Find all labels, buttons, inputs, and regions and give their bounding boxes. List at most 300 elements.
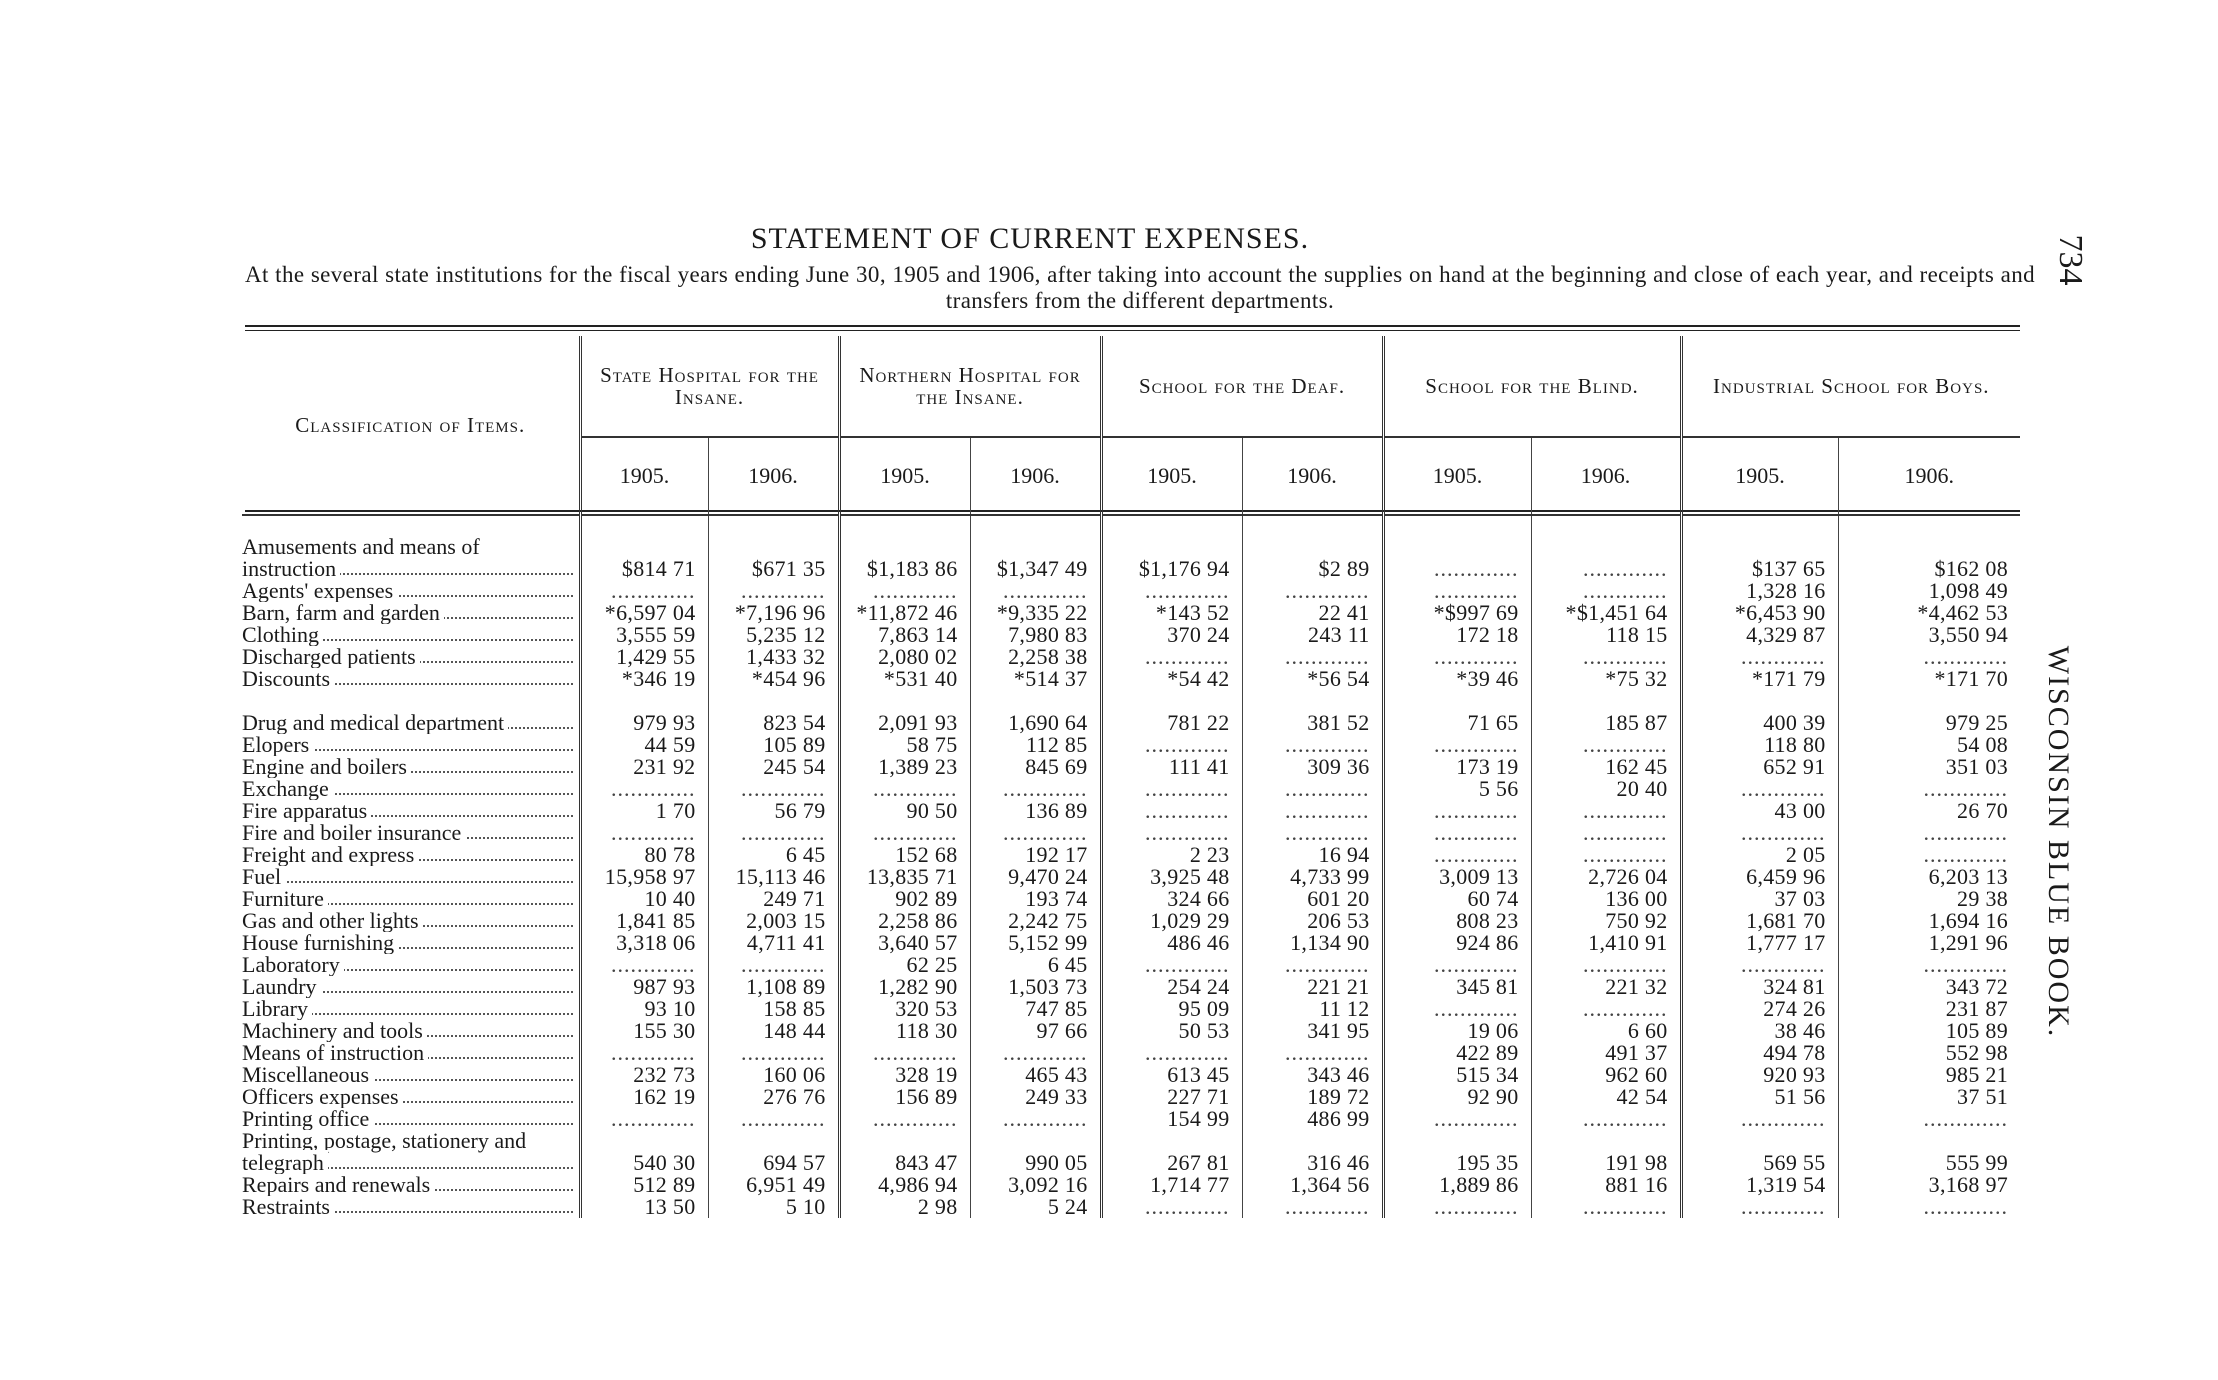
value-cell bbox=[1383, 1108, 1531, 1130]
value-cell bbox=[1838, 690, 2020, 734]
value-cell bbox=[1101, 690, 1242, 734]
row-label-cell bbox=[242, 800, 580, 822]
leader-dots: ............. bbox=[1434, 646, 1519, 668]
value-cell bbox=[970, 624, 1101, 646]
value-text: 11 12 bbox=[1319, 998, 1370, 1020]
value-cell bbox=[1681, 1108, 1838, 1130]
value-text: 189 72 bbox=[1307, 1086, 1370, 1108]
leader-dots: ............. bbox=[611, 778, 696, 800]
value-text: 19 06 bbox=[1467, 1020, 1519, 1042]
value-cell bbox=[1531, 976, 1681, 998]
row-label-cell bbox=[242, 602, 580, 624]
value-cell bbox=[1681, 910, 1838, 932]
value-cell bbox=[839, 1174, 970, 1196]
value-cell bbox=[1383, 624, 1531, 646]
table-row bbox=[242, 536, 2020, 580]
value-text: $1,183 86 bbox=[866, 556, 958, 580]
value-text: *4,462 53 bbox=[1917, 602, 2009, 624]
value-cell bbox=[970, 822, 1101, 844]
leader-dots: ............. bbox=[1434, 998, 1519, 1020]
row-label: Fire and boiler insurance bbox=[242, 822, 465, 844]
value-cell bbox=[1101, 734, 1242, 756]
value-cell bbox=[839, 1108, 970, 1130]
value-cell bbox=[1242, 910, 1383, 932]
value-cell bbox=[1681, 866, 1838, 888]
value-cell bbox=[580, 998, 708, 1020]
value-text: 2 23 bbox=[1189, 844, 1230, 866]
row-label-cell bbox=[242, 998, 580, 1020]
value-cell bbox=[970, 1064, 1101, 1086]
value-cell bbox=[970, 1042, 1101, 1064]
value-text: 1,319 54 bbox=[1746, 1174, 1826, 1196]
value-cell bbox=[1531, 954, 1681, 976]
value-cell bbox=[708, 1108, 839, 1130]
row-label: Exchange bbox=[242, 778, 333, 800]
year-header: 1906. bbox=[970, 437, 1101, 515]
value-text: 1,291 96 bbox=[1928, 932, 2009, 954]
value-cell bbox=[839, 536, 970, 580]
leader-dots: ............. bbox=[611, 1042, 696, 1064]
value-cell bbox=[1242, 1020, 1383, 1042]
value-text: 1,433 32 bbox=[746, 646, 826, 668]
row-label: Fuel bbox=[242, 866, 285, 888]
value-text: 15,958 97 bbox=[604, 866, 696, 888]
value-text: 118 80 bbox=[1764, 734, 1826, 756]
row-label: Laboratory bbox=[242, 954, 344, 976]
value-cell bbox=[970, 668, 1101, 690]
value-text: 781 22 bbox=[1167, 710, 1230, 734]
value-cell bbox=[1101, 822, 1242, 844]
value-cell bbox=[1383, 800, 1531, 822]
page-number: 734 bbox=[2052, 234, 2089, 286]
value-text: 1 70 bbox=[655, 800, 696, 822]
value-cell bbox=[1838, 1174, 2020, 1196]
value-cell bbox=[1242, 976, 1383, 998]
table-row bbox=[242, 844, 2020, 866]
value-text: 343 46 bbox=[1307, 1064, 1370, 1086]
value-text: $1,176 94 bbox=[1138, 556, 1230, 580]
value-cell bbox=[1838, 756, 2020, 778]
value-text: 50 53 bbox=[1178, 1020, 1230, 1042]
value-cell bbox=[1681, 756, 1838, 778]
value-cell bbox=[970, 1020, 1101, 1042]
value-cell bbox=[1681, 624, 1838, 646]
value-cell bbox=[1242, 580, 1383, 602]
value-cell bbox=[708, 536, 839, 580]
row-label-cell bbox=[242, 778, 580, 800]
leader-dots: ............. bbox=[1741, 1196, 1826, 1218]
institution-header: Industrial School for Boys. bbox=[1681, 336, 2020, 437]
table-row bbox=[242, 888, 2020, 910]
value-cell bbox=[1101, 998, 1242, 1020]
value-cell bbox=[970, 866, 1101, 888]
leader-dots: ............. bbox=[1434, 844, 1519, 866]
year-header: 1905. bbox=[839, 437, 970, 515]
value-cell bbox=[1681, 800, 1838, 822]
row-label: Restraints bbox=[242, 1196, 334, 1218]
value-cell bbox=[1101, 910, 1242, 932]
value-cell bbox=[1838, 580, 2020, 602]
value-cell bbox=[1383, 646, 1531, 668]
row-label-cell bbox=[242, 822, 580, 844]
value-text: 1,777 17 bbox=[1746, 932, 1826, 954]
value-cell bbox=[1838, 1020, 2020, 1042]
value-text: 227 71 bbox=[1167, 1086, 1230, 1108]
value-text: 2,258 38 bbox=[1008, 646, 1088, 668]
value-cell bbox=[1383, 954, 1531, 976]
value-cell bbox=[970, 778, 1101, 800]
row-label: Officers expenses bbox=[242, 1086, 403, 1108]
leader-dots: ............. bbox=[611, 822, 696, 844]
value-text: 465 43 bbox=[1025, 1064, 1088, 1086]
value-cell bbox=[1242, 822, 1383, 844]
leader-dots: ............. bbox=[1285, 734, 1370, 756]
row-label-cell bbox=[242, 690, 580, 734]
table-row bbox=[242, 1196, 2020, 1218]
value-cell bbox=[1531, 1196, 1681, 1218]
value-cell bbox=[1531, 1174, 1681, 1196]
running-head: WISCONSIN BLUE BOOK. bbox=[2042, 645, 2075, 1039]
value-text: 118 30 bbox=[896, 1020, 958, 1042]
value-cell bbox=[839, 756, 970, 778]
value-cell bbox=[1531, 668, 1681, 690]
value-cell bbox=[1838, 778, 2020, 800]
value-text: 2,258 86 bbox=[878, 910, 958, 932]
value-cell bbox=[1242, 1086, 1383, 1108]
leader-dots: ............. bbox=[1583, 734, 1668, 756]
value-cell bbox=[1531, 932, 1681, 954]
value-cell bbox=[1681, 1130, 1838, 1174]
value-cell bbox=[1101, 888, 1242, 910]
value-cell bbox=[580, 866, 708, 888]
leader-dots: ............. bbox=[1741, 778, 1826, 800]
row-label: Furniture bbox=[242, 888, 328, 910]
value-text: 2 98 bbox=[917, 1196, 958, 1218]
value-cell bbox=[839, 602, 970, 624]
value-cell bbox=[1531, 690, 1681, 734]
row-label: Drug and medical department bbox=[242, 710, 508, 734]
leader-dots: ............. bbox=[1583, 800, 1668, 822]
leader-dots: ............. bbox=[1434, 1196, 1519, 1218]
value-cell bbox=[970, 1108, 1101, 1130]
value-text: 381 52 bbox=[1307, 710, 1370, 734]
value-cell bbox=[970, 910, 1101, 932]
value-cell bbox=[1838, 976, 2020, 998]
value-text: 92 90 bbox=[1467, 1086, 1519, 1108]
value-text: 160 06 bbox=[763, 1064, 826, 1086]
value-cell bbox=[1383, 778, 1531, 800]
value-text: 191 98 bbox=[1605, 1150, 1668, 1174]
leader-dots: ............. bbox=[1285, 1196, 1370, 1218]
value-text: 118 15 bbox=[1606, 624, 1668, 646]
row-label-cell bbox=[242, 844, 580, 866]
leader-dots: ............. bbox=[1285, 822, 1370, 844]
value-cell bbox=[1838, 866, 2020, 888]
value-text: 13,835 71 bbox=[866, 866, 958, 888]
leader-dots: ............. bbox=[741, 1042, 826, 1064]
value-text: 3,318 06 bbox=[616, 932, 696, 954]
value-cell bbox=[970, 734, 1101, 756]
value-cell bbox=[839, 690, 970, 734]
value-text: *9,335 22 bbox=[996, 602, 1088, 624]
value-text: 173 19 bbox=[1456, 756, 1519, 778]
table-row bbox=[242, 668, 2020, 690]
value-cell bbox=[1838, 844, 2020, 866]
value-cell bbox=[1838, 1042, 2020, 1064]
table-row bbox=[242, 602, 2020, 624]
value-text: 370 24 bbox=[1167, 624, 1230, 646]
institution-header: School for the Deaf. bbox=[1101, 336, 1383, 437]
value-cell bbox=[1242, 844, 1383, 866]
value-cell bbox=[1531, 536, 1681, 580]
value-text: 652 91 bbox=[1763, 756, 1826, 778]
leader-dots: ............. bbox=[1285, 580, 1370, 602]
value-cell bbox=[1101, 1086, 1242, 1108]
value-text: 902 89 bbox=[895, 888, 958, 910]
row-label: Printing, postage, stationery and telegraph bbox=[242, 1130, 527, 1174]
value-cell bbox=[970, 1196, 1101, 1218]
value-text: 990 05 bbox=[1025, 1150, 1088, 1174]
value-text: 1,328 16 bbox=[1746, 580, 1826, 602]
value-text: *143 52 bbox=[1155, 602, 1230, 624]
value-cell bbox=[1681, 822, 1838, 844]
page-title: STATEMENT OF CURRENT EXPENSES. bbox=[750, 222, 1310, 255]
value-cell bbox=[1838, 1064, 2020, 1086]
value-cell bbox=[1681, 1086, 1838, 1108]
value-text: 3,009 13 bbox=[1439, 866, 1519, 888]
leader-dots: ............. bbox=[1923, 822, 2009, 844]
row-label-cell bbox=[242, 910, 580, 932]
value-cell bbox=[1383, 1130, 1531, 1174]
value-text: 90 50 bbox=[906, 800, 958, 822]
value-cell bbox=[580, 624, 708, 646]
row-label-cell bbox=[242, 1196, 580, 1218]
value-text: *39 46 bbox=[1456, 668, 1519, 690]
leader-dots: ............. bbox=[1583, 1108, 1668, 1130]
value-text: 2,091 93 bbox=[878, 710, 958, 734]
value-cell bbox=[708, 756, 839, 778]
value-cell bbox=[580, 888, 708, 910]
value-text: 6,203 13 bbox=[1928, 866, 2009, 888]
row-label-cell bbox=[242, 1064, 580, 1086]
page-subtitle: At the several state institutions for the fiscal years ending June 30, 1905 and 1906, after taking into account the supplies on hand at the beginning and close of each year, and receipts and transfers from the different departments. bbox=[245, 262, 2035, 313]
value-cell bbox=[1101, 800, 1242, 822]
year-header: 1905. bbox=[1681, 437, 1838, 515]
table-row bbox=[242, 1064, 2020, 1086]
year-header: 1906. bbox=[1838, 437, 2020, 515]
value-text: 97 66 bbox=[1036, 1020, 1088, 1042]
value-cell bbox=[1838, 624, 2020, 646]
leader-dots: ............. bbox=[611, 580, 696, 602]
row-label-cell bbox=[242, 954, 580, 976]
row-label: Fire apparatus bbox=[242, 800, 371, 822]
value-text: 987 93 bbox=[633, 976, 696, 998]
value-cell bbox=[1101, 1020, 1242, 1042]
value-cell bbox=[1681, 1020, 1838, 1042]
value-cell bbox=[1383, 734, 1531, 756]
value-cell bbox=[1531, 800, 1681, 822]
table-row bbox=[242, 866, 2020, 888]
value-cell bbox=[580, 844, 708, 866]
value-text: 4,733 99 bbox=[1290, 866, 1370, 888]
value-text: 5 56 bbox=[1478, 778, 1519, 800]
value-cell bbox=[1681, 580, 1838, 602]
value-cell bbox=[1383, 976, 1531, 998]
value-text: 5 24 bbox=[1047, 1196, 1088, 1218]
value-text: 95 09 bbox=[1178, 998, 1230, 1020]
value-cell bbox=[839, 822, 970, 844]
value-text: 2,080 02 bbox=[878, 646, 958, 668]
value-text: 1,889 86 bbox=[1439, 1174, 1519, 1196]
value-cell bbox=[839, 866, 970, 888]
leader-dots: ............. bbox=[1145, 1196, 1230, 1218]
row-label-cell bbox=[242, 1108, 580, 1130]
value-text: 243 11 bbox=[1308, 624, 1370, 646]
value-text: 569 55 bbox=[1763, 1150, 1826, 1174]
value-cell bbox=[1101, 932, 1242, 954]
value-text: 2,003 15 bbox=[746, 910, 826, 932]
value-cell bbox=[1101, 954, 1242, 976]
value-text: 4,711 41 bbox=[746, 932, 826, 954]
value-text: 962 60 bbox=[1605, 1064, 1668, 1086]
value-cell bbox=[708, 624, 839, 646]
value-text: 823 54 bbox=[763, 710, 826, 734]
value-cell bbox=[708, 1174, 839, 1196]
value-text: 422 89 bbox=[1456, 1042, 1519, 1064]
value-cell bbox=[970, 1130, 1101, 1174]
value-text: 245 54 bbox=[763, 756, 826, 778]
value-cell bbox=[708, 844, 839, 866]
value-text: 491 37 bbox=[1605, 1042, 1668, 1064]
leader-dots: ............. bbox=[741, 778, 826, 800]
value-cell bbox=[708, 734, 839, 756]
value-text: *$1,451 64 bbox=[1565, 602, 1668, 624]
value-text: 881 16 bbox=[1605, 1174, 1668, 1196]
value-cell bbox=[580, 756, 708, 778]
value-text: 843 47 bbox=[895, 1150, 958, 1174]
institution-header: School for the Blind. bbox=[1383, 336, 1681, 437]
value-cell bbox=[1242, 1108, 1383, 1130]
row-label: Repairs and renewals bbox=[242, 1174, 434, 1196]
year-header: 1906. bbox=[1242, 437, 1383, 515]
value-cell bbox=[1838, 1086, 2020, 1108]
value-text: 93 10 bbox=[644, 998, 696, 1020]
value-text: 750 92 bbox=[1605, 910, 1668, 932]
table-row bbox=[242, 800, 2020, 822]
leader-dots: ............. bbox=[1583, 580, 1668, 602]
row-label-cell bbox=[242, 976, 580, 998]
institution-header-row bbox=[242, 336, 2020, 437]
value-cell bbox=[580, 646, 708, 668]
leader-dots: ............. bbox=[1923, 1108, 2009, 1130]
value-text: 58 75 bbox=[906, 734, 958, 756]
value-cell bbox=[1681, 734, 1838, 756]
value-cell bbox=[708, 602, 839, 624]
value-cell bbox=[708, 976, 839, 998]
table-row bbox=[242, 690, 2020, 734]
value-text: 9,470 24 bbox=[1008, 866, 1088, 888]
value-text: 3,555 59 bbox=[616, 624, 696, 646]
value-cell bbox=[1838, 822, 2020, 844]
value-cell bbox=[708, 668, 839, 690]
value-cell bbox=[1531, 1130, 1681, 1174]
row-label-cell bbox=[242, 756, 580, 778]
row-label: Library bbox=[242, 998, 312, 1020]
value-text: 343 72 bbox=[1945, 976, 2009, 998]
value-cell bbox=[1531, 1108, 1681, 1130]
value-cell bbox=[580, 1064, 708, 1086]
top-rule-second bbox=[245, 330, 2020, 331]
value-text: *7,196 96 bbox=[734, 602, 826, 624]
value-text: 254 24 bbox=[1167, 976, 1230, 998]
value-cell bbox=[1242, 646, 1383, 668]
value-text: 44 59 bbox=[644, 734, 696, 756]
value-cell bbox=[580, 690, 708, 734]
value-text: 6 60 bbox=[1627, 1020, 1668, 1042]
value-text: 6 45 bbox=[785, 844, 826, 866]
value-cell bbox=[970, 800, 1101, 822]
value-text: $1,347 49 bbox=[996, 556, 1088, 580]
value-text: 328 19 bbox=[895, 1064, 958, 1086]
value-text: $162 08 bbox=[1934, 556, 2009, 580]
value-cell bbox=[1531, 1020, 1681, 1042]
table-row bbox=[242, 1042, 2020, 1064]
value-cell bbox=[1681, 778, 1838, 800]
row-label-cell bbox=[242, 1130, 580, 1174]
value-text: 4,986 94 bbox=[878, 1174, 958, 1196]
leader-dots: ............. bbox=[741, 580, 826, 602]
value-text: 924 86 bbox=[1456, 932, 1519, 954]
value-cell bbox=[970, 602, 1101, 624]
value-text: 1,389 23 bbox=[878, 756, 958, 778]
leader-dots: ............. bbox=[1145, 822, 1230, 844]
value-text: *346 19 bbox=[621, 668, 696, 690]
value-cell bbox=[1101, 1042, 1242, 1064]
value-cell bbox=[580, 734, 708, 756]
value-cell bbox=[1383, 932, 1531, 954]
value-cell bbox=[1838, 1108, 2020, 1130]
value-text: $137 65 bbox=[1751, 556, 1826, 580]
table-row bbox=[242, 976, 2020, 998]
value-cell bbox=[1383, 1174, 1531, 1196]
value-text: 80 78 bbox=[644, 844, 696, 866]
value-text: 1,134 90 bbox=[1290, 932, 1370, 954]
value-cell bbox=[970, 976, 1101, 998]
value-text: 1,098 49 bbox=[1928, 580, 2009, 602]
leader-dots: ............. bbox=[1145, 580, 1230, 602]
value-text: 42 54 bbox=[1616, 1086, 1668, 1108]
value-text: 494 78 bbox=[1763, 1042, 1826, 1064]
value-cell bbox=[708, 932, 839, 954]
leader-dots: ............. bbox=[1923, 646, 2009, 668]
table-row bbox=[242, 734, 2020, 756]
value-text: 105 89 bbox=[1945, 1020, 2009, 1042]
value-text: *54 42 bbox=[1167, 668, 1230, 690]
value-text: 231 87 bbox=[1945, 998, 2009, 1020]
leader-dots: ............. bbox=[1434, 800, 1519, 822]
value-cell bbox=[839, 998, 970, 1020]
value-text: 320 53 bbox=[895, 998, 958, 1020]
value-cell bbox=[1838, 932, 2020, 954]
value-cell bbox=[1838, 668, 2020, 690]
value-text: 1,108 89 bbox=[746, 976, 826, 998]
value-cell bbox=[970, 998, 1101, 1020]
top-rule bbox=[245, 325, 2020, 327]
value-text: 155 30 bbox=[633, 1020, 696, 1042]
leader-dots: ............. bbox=[873, 1042, 958, 1064]
leader-dots: ............. bbox=[1741, 646, 1826, 668]
value-text: *531 40 bbox=[883, 668, 958, 690]
